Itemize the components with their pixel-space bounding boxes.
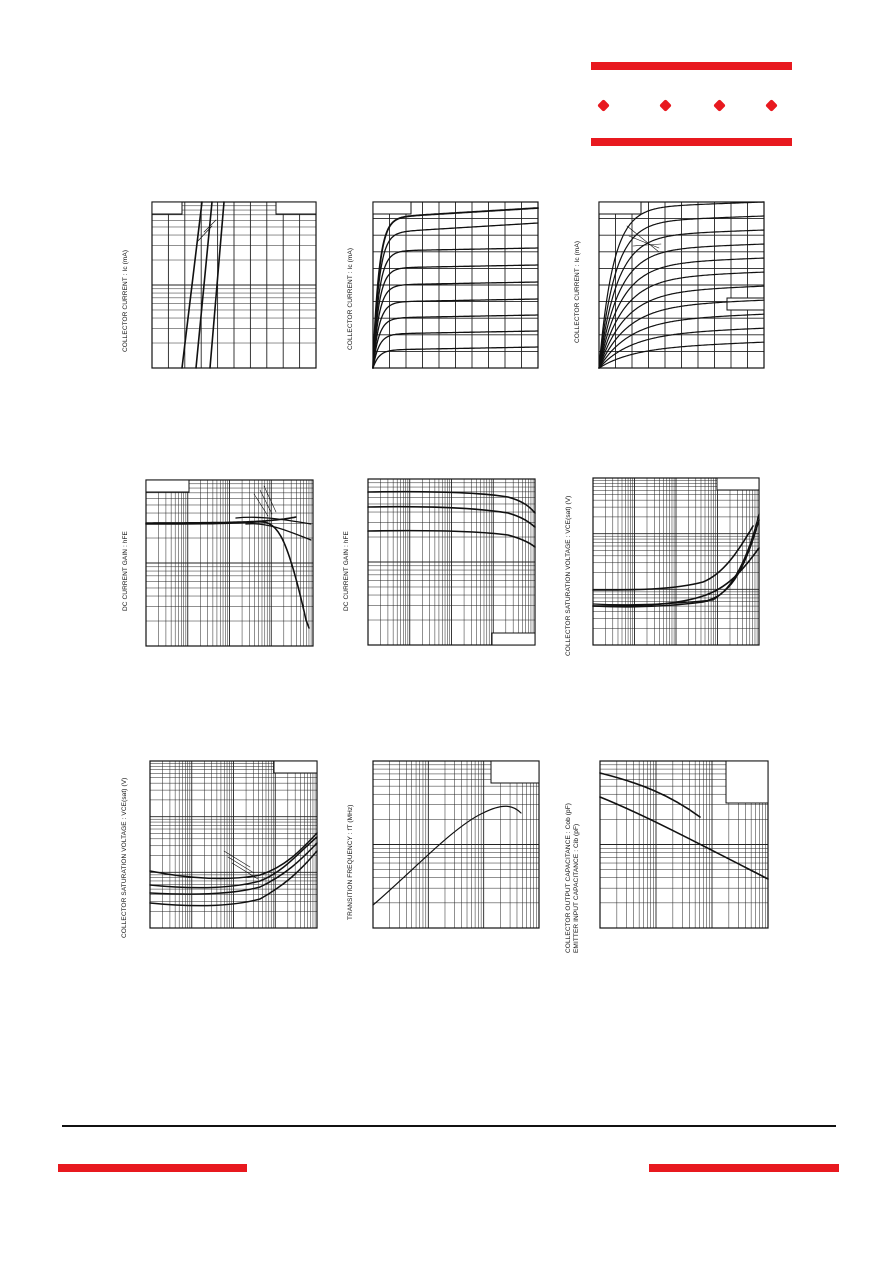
- chart-1: [152, 202, 316, 368]
- legend-box: [491, 761, 539, 783]
- legend-box: [146, 480, 189, 492]
- panel-2-ylabel: COLLECTOR CURRENT : Ic (mA): [347, 247, 354, 350]
- chart-panel-4: [146, 480, 313, 646]
- chart-panel-6: [593, 478, 759, 645]
- chart-panel-7: [150, 761, 317, 928]
- panel-7-ylabel: COLLECTOR SATURATION VOLTAGE : VCE(sat) (V): [121, 777, 128, 938]
- chart-2: [373, 202, 538, 368]
- legend-box: [727, 298, 764, 310]
- legend-box: [599, 202, 641, 214]
- chart-panel-2: [373, 202, 538, 368]
- panel-4-ylabel: DC CURRENT GAIN : hFE: [122, 531, 129, 611]
- chart-4: [146, 480, 313, 646]
- header-diamond-3: [713, 99, 726, 112]
- chart-8: [373, 761, 539, 928]
- panel-1-ylabel: COLLECTOR CURRENT : Ic (mA): [122, 249, 129, 352]
- panel-5-ylabel: DC CURRENT GAIN : hFE: [343, 531, 350, 611]
- header-top-bar: [591, 62, 792, 70]
- chart-panel-8: [373, 761, 539, 928]
- legend-box: [717, 478, 759, 490]
- footer-right-bar: [649, 1164, 839, 1172]
- chart-3: [599, 202, 764, 368]
- header-diamond-2: [659, 99, 672, 112]
- chart-5: [368, 479, 535, 645]
- panel-9-ylabel-b: EMITTER INPUT CAPACITANCE : Cib (pF): [573, 823, 580, 953]
- legend-box: [492, 633, 535, 645]
- chart-panel-5: [368, 479, 535, 645]
- legend-box: [276, 202, 316, 214]
- legend-box: [726, 761, 768, 803]
- header-diamond-1: [597, 99, 610, 112]
- footer-rule: [62, 1125, 836, 1127]
- header-diamond-4: [765, 99, 778, 112]
- header-bottom-bar: [591, 138, 792, 146]
- legend-box: [373, 202, 411, 214]
- chart-6: [593, 478, 759, 645]
- chart-panel-3: [599, 202, 764, 368]
- chart-panel-1: [152, 202, 316, 368]
- chart-9: [600, 761, 768, 928]
- legend-box: [152, 202, 182, 214]
- chart-panel-9: [600, 761, 768, 928]
- panel-3-ylabel: COLLECTOR CURRENT : Ic (mA): [574, 240, 581, 343]
- panel-6-ylabel: COLLECTOR SATURATION VOLTAGE : VCE(sat) (V): [565, 495, 572, 656]
- panel-9-ylabel-a: COLLECTOR OUTPUT CAPACITANCE : Cob (pF): [565, 802, 572, 953]
- panel-8-ylabel: TRANSITION FREQUENCY : fT (MHz): [347, 804, 354, 920]
- footer-left-bar: [58, 1164, 247, 1172]
- chart-7: [150, 761, 317, 928]
- legend-box: [274, 761, 317, 773]
